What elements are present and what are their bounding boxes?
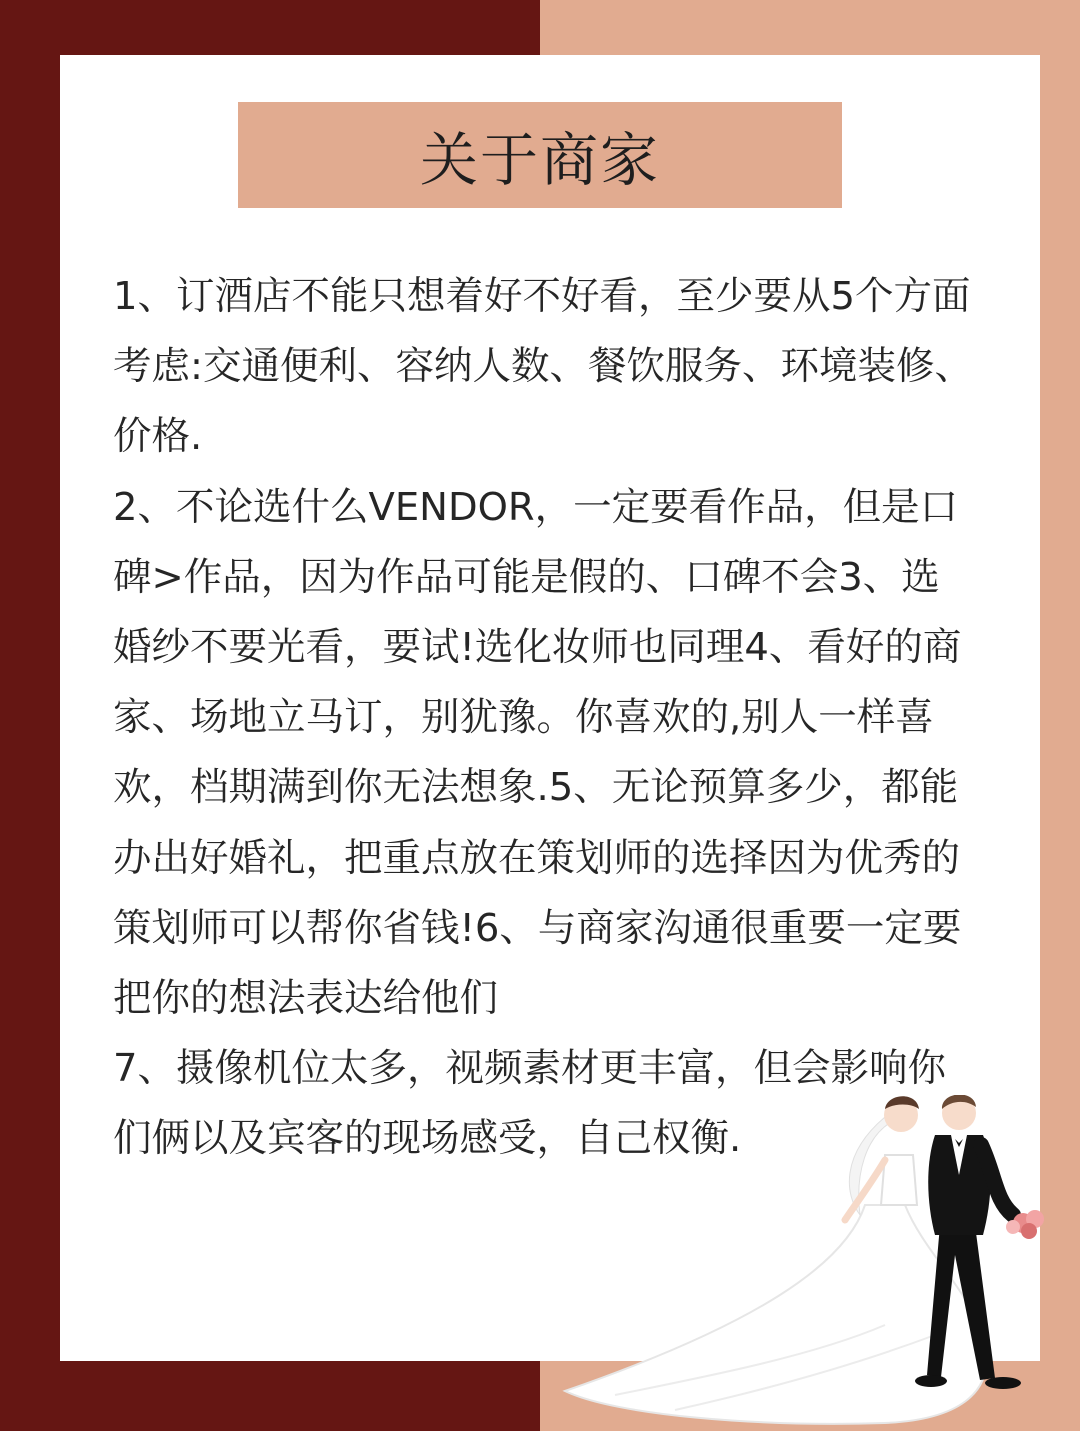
paragraph-1: 1、订酒店不能只想着好不好看，至少要从5个方面考虑:交通便利、容纳人数、餐饮服务、环境装修、价格. bbox=[113, 274, 973, 460]
paragraph-2: 2、不论选什么VENDOR，一定要看作品，但是口碑>作品，因为作品可能是假的、口碑不会3、选婚纱不要光看，要试!选化妆师也同理4、看好的商家、场地立马订，别犹豫。你喜欢的,别人一样喜欢，档期满到你无法想象.5、无论预算多少，都能办出好婚礼，把重点放在策划师的选择因为优秀的策划师可以帮你省钱!6、与商家沟通很重要一定要把你的想法表达给他们 bbox=[113, 484, 962, 1022]
dress-train bbox=[565, 1205, 987, 1424]
article-body bbox=[113, 262, 973, 1175]
bride-and-groom-illustration bbox=[555, 1095, 1075, 1431]
page-title: 关于商家 bbox=[419, 126, 660, 194]
title-banner bbox=[238, 102, 842, 208]
paragraph-3: 7、摄像机位太多，视频素材更丰富，但会影响你们俩以及宾客的现场感受，自己权衡. bbox=[113, 1046, 946, 1162]
